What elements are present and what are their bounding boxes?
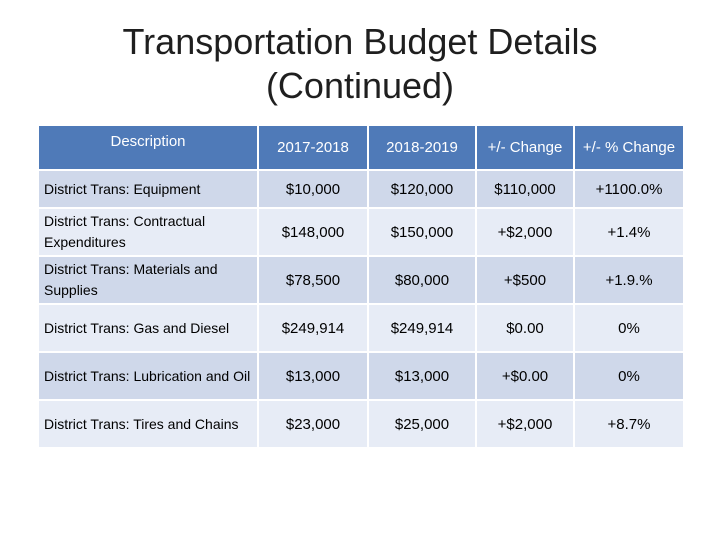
- percent-change-cell: +1.9.%: [574, 256, 684, 304]
- description-cell: District Trans: Tires and Chains: [38, 400, 258, 448]
- column-header-2017-2018: 2017-2018: [258, 125, 368, 170]
- slide-title: [0, 20, 720, 108]
- percent-change-cell: +1.4%: [574, 208, 684, 256]
- table-row: [38, 352, 684, 400]
- percent-change-cell: 0%: [574, 304, 684, 352]
- description-cell: District Trans: Gas and Diesel: [38, 304, 258, 352]
- change-cell: +$0.00: [476, 352, 574, 400]
- description-cell: District Trans: Lubrication and Oil: [38, 352, 258, 400]
- slide-title-line-1: Transportation Budget Details: [122, 21, 598, 62]
- value-2018-2019-cell: $249,914: [368, 304, 476, 352]
- column-header-description: Description: [38, 125, 258, 170]
- value-2017-2018-cell: $148,000: [258, 208, 368, 256]
- value-2017-2018-cell: $249,914: [258, 304, 368, 352]
- table-row: [38, 170, 684, 208]
- budget-table: [37, 124, 685, 449]
- value-2018-2019-cell: $150,000: [368, 208, 476, 256]
- description-cell: District Trans: Contractual Expenditures: [38, 208, 258, 256]
- table-row: [38, 304, 684, 352]
- description-cell: District Trans: Materials and Supplies: [38, 256, 258, 304]
- value-2017-2018-cell: $10,000: [258, 170, 368, 208]
- description-cell: District Trans: Equipment: [38, 170, 258, 208]
- value-2017-2018-cell: $13,000: [258, 352, 368, 400]
- column-header-change: +/- Change: [476, 125, 574, 170]
- value-2018-2019-cell: $120,000: [368, 170, 476, 208]
- value-2018-2019-cell: $25,000: [368, 400, 476, 448]
- percent-change-cell: 0%: [574, 352, 684, 400]
- column-header-2018-2019: 2018-2019: [368, 125, 476, 170]
- change-cell: $0.00: [476, 304, 574, 352]
- table-row: [38, 208, 684, 256]
- table-row: [38, 256, 684, 304]
- value-2017-2018-cell: $78,500: [258, 256, 368, 304]
- change-cell: +$2,000: [476, 400, 574, 448]
- value-2018-2019-cell: $80,000: [368, 256, 476, 304]
- percent-change-cell: +8.7%: [574, 400, 684, 448]
- column-header-percent-change: +/- % Change: [574, 125, 684, 170]
- percent-change-cell: +1100.0%: [574, 170, 684, 208]
- value-2018-2019-cell: $13,000: [368, 352, 476, 400]
- slide-title-line-2: (Continued): [265, 65, 455, 106]
- value-2017-2018-cell: $23,000: [258, 400, 368, 448]
- change-cell: +$2,000: [476, 208, 574, 256]
- change-cell: +$500: [476, 256, 574, 304]
- table-header-row: [38, 125, 684, 170]
- change-cell: $110,000: [476, 170, 574, 208]
- table-row: [38, 400, 684, 448]
